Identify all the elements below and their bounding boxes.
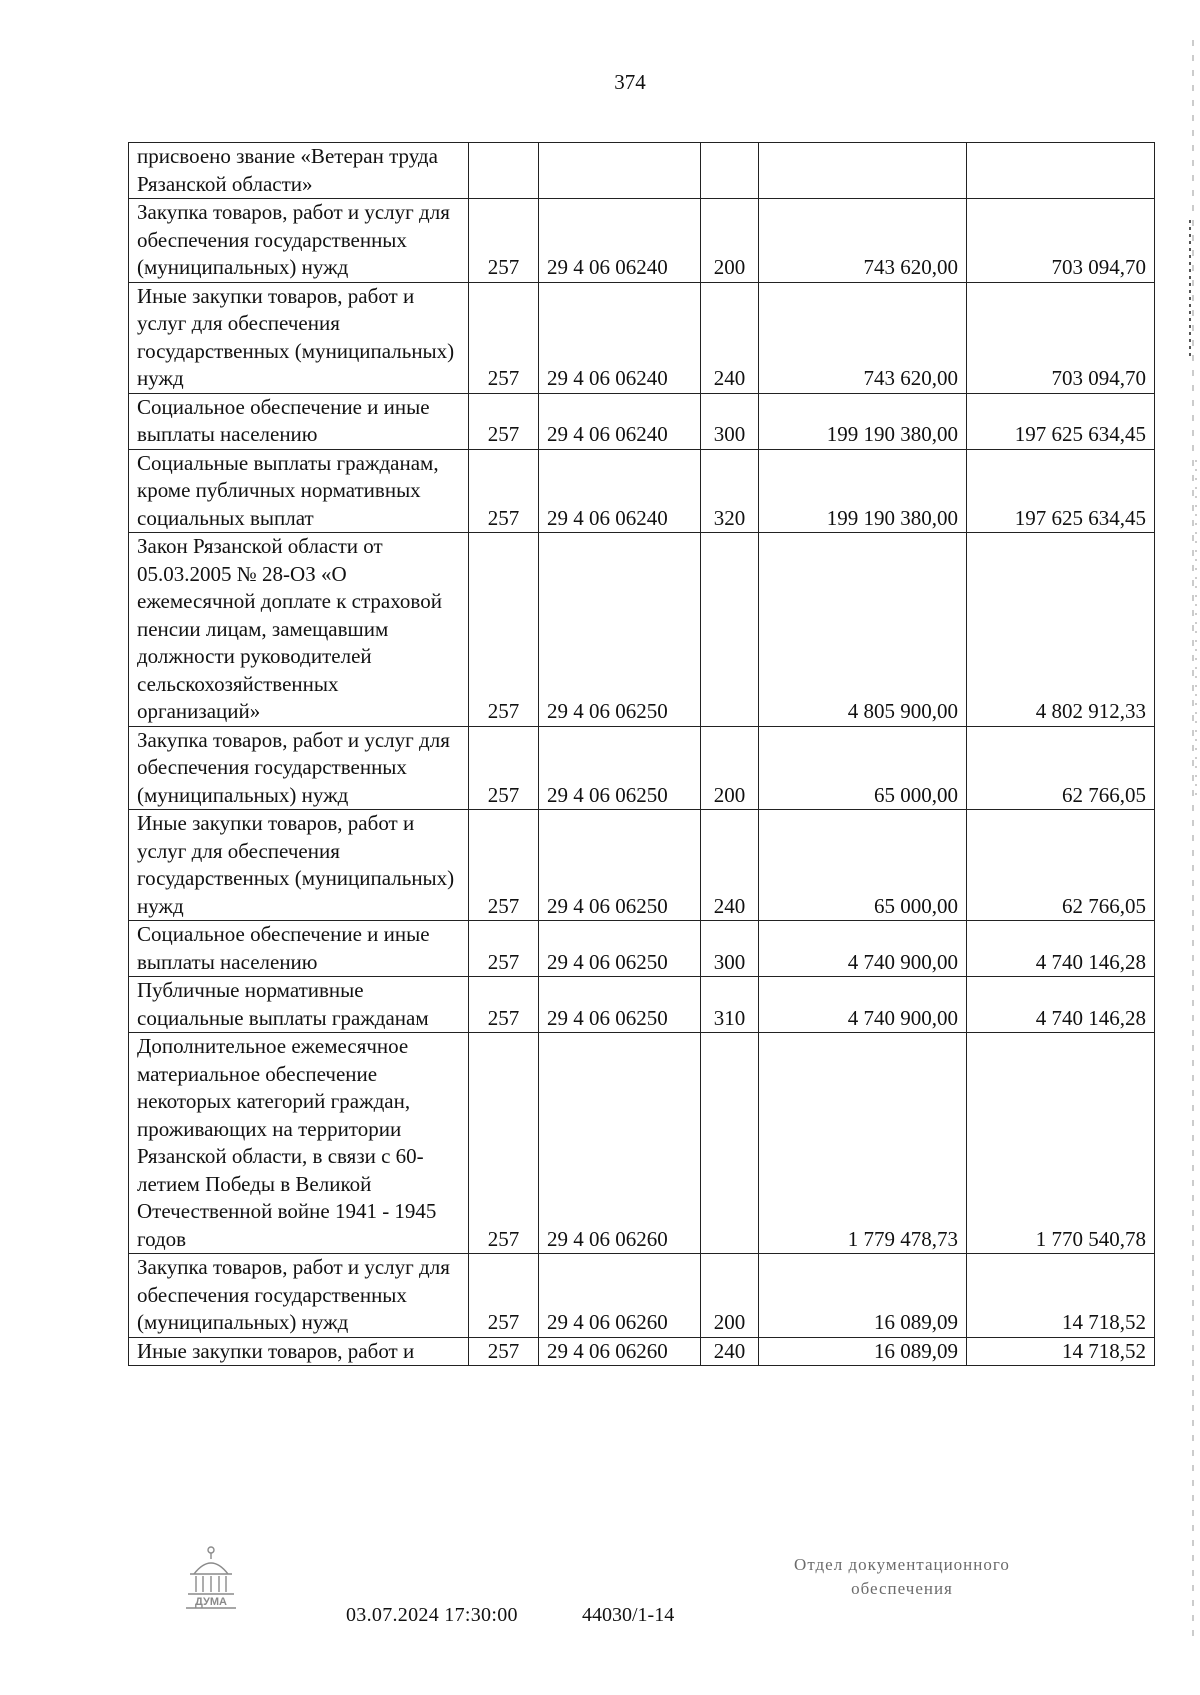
planned-amount: 16 089,09 xyxy=(759,1337,967,1366)
expense-name: Закупка товаров, работ и услуг для обеспечения государственных (муниципальных) нужд xyxy=(129,1254,469,1338)
table-row xyxy=(129,282,1155,393)
ministry-code: 257 xyxy=(469,726,539,810)
planned-amount: 199 190 380,00 xyxy=(759,393,967,449)
expense-name: Закон Рязанской области от 05.03.2005 № 28-ОЗ «О ежемесячной доплате к страховой пенсии лицам, замещавшим должности руководителей сельскохозяйственных организаций» xyxy=(129,533,469,727)
planned-amount: 65 000,00 xyxy=(759,810,967,921)
actual-amount: 4 740 146,28 xyxy=(967,977,1155,1033)
target-article: 29 4 06 06260 xyxy=(539,1337,701,1366)
planned-amount: 199 190 380,00 xyxy=(759,449,967,533)
stamp-line-2: обеспечения xyxy=(851,1579,953,1598)
planned-amount: 1 779 478,73 xyxy=(759,1033,967,1254)
planned-amount xyxy=(759,143,967,199)
ministry-code: 257 xyxy=(469,810,539,921)
table-row xyxy=(129,449,1155,533)
expense-name: Иные закупки товаров, работ и услуг для обеспечения государственных (муниципальных) нужд xyxy=(129,282,469,393)
actual-amount: 1 770 540,78 xyxy=(967,1033,1155,1254)
expense-name: Социальные выплаты гражданам, кроме публичных нормативных социальных выплат xyxy=(129,449,469,533)
budget-table xyxy=(128,142,1155,1366)
expense-type: 300 xyxy=(701,921,759,977)
expense-type: 200 xyxy=(701,726,759,810)
expense-type: 300 xyxy=(701,393,759,449)
actual-amount: 4 802 912,33 xyxy=(967,533,1155,727)
ministry-code: 257 xyxy=(469,1033,539,1254)
ministry-code: 257 xyxy=(469,393,539,449)
expense-name: Иные закупки товаров, работ и услуг для обеспечения государственных (муниципальных) нужд xyxy=(129,810,469,921)
actual-amount: 197 625 634,45 xyxy=(967,449,1155,533)
expense-name: Иные закупки товаров, работ и xyxy=(129,1337,469,1366)
ministry-code: 257 xyxy=(469,449,539,533)
table-row xyxy=(129,533,1155,727)
page-number: 374 xyxy=(614,70,646,94)
expense-name: присвоено звание «Ветеран труда Рязанской области» xyxy=(129,143,469,199)
target-article: 29 4 06 06250 xyxy=(539,921,701,977)
scan-edge-marks xyxy=(1186,40,1200,1640)
expense-type xyxy=(701,533,759,727)
target-article xyxy=(539,143,701,199)
target-article: 29 4 06 06240 xyxy=(539,282,701,393)
table-row xyxy=(129,199,1155,283)
ministry-code: 257 xyxy=(469,1337,539,1366)
target-article: 29 4 06 06240 xyxy=(539,449,701,533)
target-article: 29 4 06 06250 xyxy=(539,533,701,727)
target-article: 29 4 06 06250 xyxy=(539,977,701,1033)
actual-amount: 703 094,70 xyxy=(967,199,1155,283)
table-row xyxy=(129,977,1155,1033)
table-row xyxy=(129,1337,1155,1366)
planned-amount: 65 000,00 xyxy=(759,726,967,810)
expense-type: 310 xyxy=(701,977,759,1033)
stamp-line-1: Отдел документационного xyxy=(794,1555,1010,1574)
expense-type: 200 xyxy=(701,199,759,283)
expense-name: Дополнительное ежемесячное материальное обеспечение некоторых категорий граждан, проживающих на территории Рязанской области, в связи с 60-летием Победы в Великой Отечественной войне 1941 - 1945 годов xyxy=(129,1033,469,1254)
expense-name: Закупка товаров, работ и услуг для обеспечения государственных (муниципальных) нужд xyxy=(129,726,469,810)
target-article: 29 4 06 06260 xyxy=(539,1254,701,1338)
expense-name: Социальное обеспечение и иные выплаты населению xyxy=(129,393,469,449)
table-row xyxy=(129,726,1155,810)
table-row xyxy=(129,1033,1155,1254)
target-article: 29 4 06 06250 xyxy=(539,726,701,810)
expense-type: 200 xyxy=(701,1254,759,1338)
target-article: 29 4 06 06250 xyxy=(539,810,701,921)
target-article: 29 4 06 06240 xyxy=(539,393,701,449)
expense-name: Закупка товаров, работ и услуг для обеспечения государственных (муниципальных) нужд xyxy=(129,199,469,283)
footer-timestamp: 03.07.2024 17:30:00 xyxy=(346,1604,518,1626)
ministry-code: 257 xyxy=(469,921,539,977)
planned-amount: 4 740 900,00 xyxy=(759,921,967,977)
table-row xyxy=(129,393,1155,449)
expense-type: 240 xyxy=(701,282,759,393)
planned-amount: 4 740 900,00 xyxy=(759,977,967,1033)
target-article: 29 4 06 06260 xyxy=(539,1033,701,1254)
planned-amount: 743 620,00 xyxy=(759,282,967,393)
planned-amount: 743 620,00 xyxy=(759,199,967,283)
table-row xyxy=(129,810,1155,921)
expense-type xyxy=(701,1033,759,1254)
actual-amount: 14 718,52 xyxy=(967,1254,1155,1338)
planned-amount: 4 805 900,00 xyxy=(759,533,967,727)
expense-type: 320 xyxy=(701,449,759,533)
expense-name: Публичные нормативные социальные выплаты гражданам xyxy=(129,977,469,1033)
actual-amount: 14 718,52 xyxy=(967,1337,1155,1366)
expense-type: 240 xyxy=(701,1337,759,1366)
logo-text: ДУМА xyxy=(195,1596,227,1608)
ministry-code: 257 xyxy=(469,199,539,283)
table-row xyxy=(129,921,1155,977)
expense-type: 240 xyxy=(701,810,759,921)
ministry-code: 257 xyxy=(469,1254,539,1338)
target-article: 29 4 06 06240 xyxy=(539,199,701,283)
table-row xyxy=(129,1254,1155,1338)
planned-amount: 16 089,09 xyxy=(759,1254,967,1338)
table-row xyxy=(129,143,1155,199)
department-stamp xyxy=(752,1553,1052,1601)
actual-amount xyxy=(967,143,1155,199)
ministry-code: 257 xyxy=(469,282,539,393)
expense-type xyxy=(701,143,759,199)
duma-logo xyxy=(180,1542,242,1612)
actual-amount: 62 766,05 xyxy=(967,810,1155,921)
actual-amount: 4 740 146,28 xyxy=(967,921,1155,977)
actual-amount: 703 094,70 xyxy=(967,282,1155,393)
actual-amount: 62 766,05 xyxy=(967,726,1155,810)
ministry-code xyxy=(469,143,539,199)
actual-amount: 197 625 634,45 xyxy=(967,393,1155,449)
footer-reg-number: 44030/1-14 xyxy=(582,1604,675,1626)
ministry-code: 257 xyxy=(469,977,539,1033)
expense-name: Социальное обеспечение и иные выплаты населению xyxy=(129,921,469,977)
ministry-code: 257 xyxy=(469,533,539,727)
